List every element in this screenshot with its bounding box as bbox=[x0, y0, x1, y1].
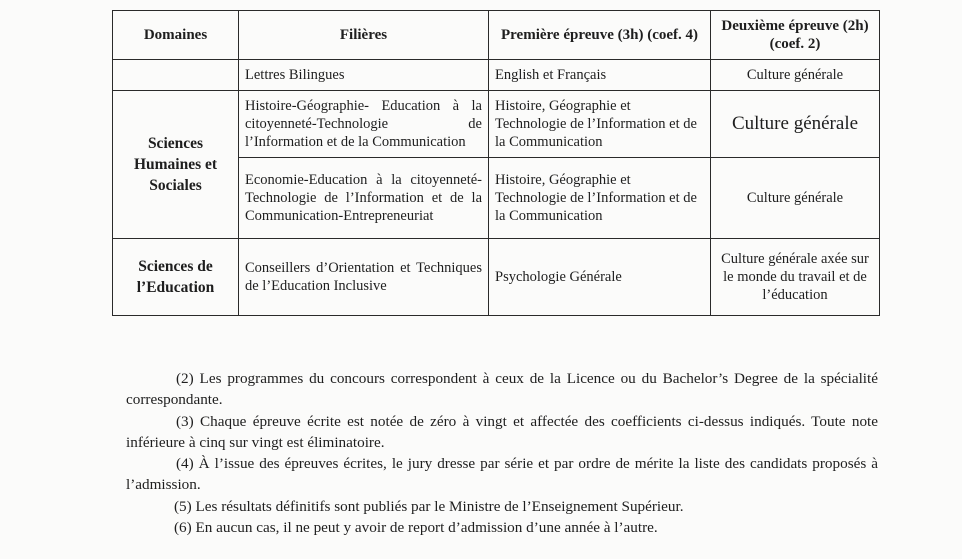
table-header-row bbox=[113, 11, 880, 60]
filiere-cell: Histoire-Géographie- Education à la citoyenneté-Technologie de l’Information et de la Communication bbox=[239, 91, 489, 158]
notes-section bbox=[126, 368, 878, 538]
domaine-cell-empty bbox=[113, 60, 239, 91]
epreuve2-cell: Culture générale axée sur le monde du travail et de l’éducation bbox=[711, 239, 880, 316]
filiere-cell: Economie-Education à la citoyenneté-Technologie de l’Information et de la Communication-Entrepreneuriat bbox=[239, 158, 489, 239]
table-row bbox=[113, 60, 880, 91]
epreuve1-cell: Psychologie Générale bbox=[489, 239, 711, 316]
header-premiere-epreuve: Première épreuve (3h) (coef. 4) bbox=[489, 11, 711, 60]
epreuve2-cell: Culture générale bbox=[711, 91, 880, 158]
epreuve1-cell: Histoire, Géographie et Technologie de l’Information et de la Communication bbox=[489, 91, 711, 158]
note-3: (3) Chaque épreuve écrite est notée de zéro à vingt et affectée des coefficients ci-dessus indiqués. Toute note inférieure à cinq sur vingt est éliminatoire. bbox=[126, 412, 878, 451]
note-2: (2) Les programmes du concours correspondent à ceux de la Licence ou du Bachelor’s Degree de la spécialité correspondante. bbox=[126, 370, 878, 409]
exam-table bbox=[112, 10, 880, 316]
note-6: (6) En aucun cas, il ne peut y avoir de report d’admission d’une année à l’autre. bbox=[174, 519, 658, 537]
epreuve1-cell: Histoire, Géographie et Technologie de l’Information et de la Communication bbox=[489, 158, 711, 239]
epreuve2-cell: Culture générale bbox=[711, 158, 880, 239]
table-row bbox=[113, 91, 880, 158]
header-filieres: Filières bbox=[239, 11, 489, 60]
header-deuxieme-epreuve: Deuxième épreuve (2h) (coef. 2) bbox=[711, 11, 880, 60]
table-row bbox=[113, 239, 880, 316]
epreuve1-cell: English et Français bbox=[489, 60, 711, 91]
filiere-cell: Conseillers d’Orientation et Techniques de l’Education Inclusive bbox=[239, 239, 489, 316]
epreuve2-cell: Culture générale bbox=[711, 60, 880, 91]
domaine-sciences-humaines: Sciences Humaines et Sociales bbox=[113, 91, 239, 239]
note-4: (4) À l’issue des épreuves écrites, le jury dresse par série et par ordre de mérite la liste des candidats proposés à l’admission. bbox=[126, 455, 878, 494]
filiere-cell: Lettres Bilingues bbox=[239, 60, 489, 91]
note-5: (5) Les résultats définitifs sont publiés par le Ministre de l’Enseignement Supérieur. bbox=[174, 497, 684, 515]
domaine-sciences-education: Sciences de l’Education bbox=[113, 239, 239, 316]
header-domaines: Domaines bbox=[113, 11, 239, 60]
